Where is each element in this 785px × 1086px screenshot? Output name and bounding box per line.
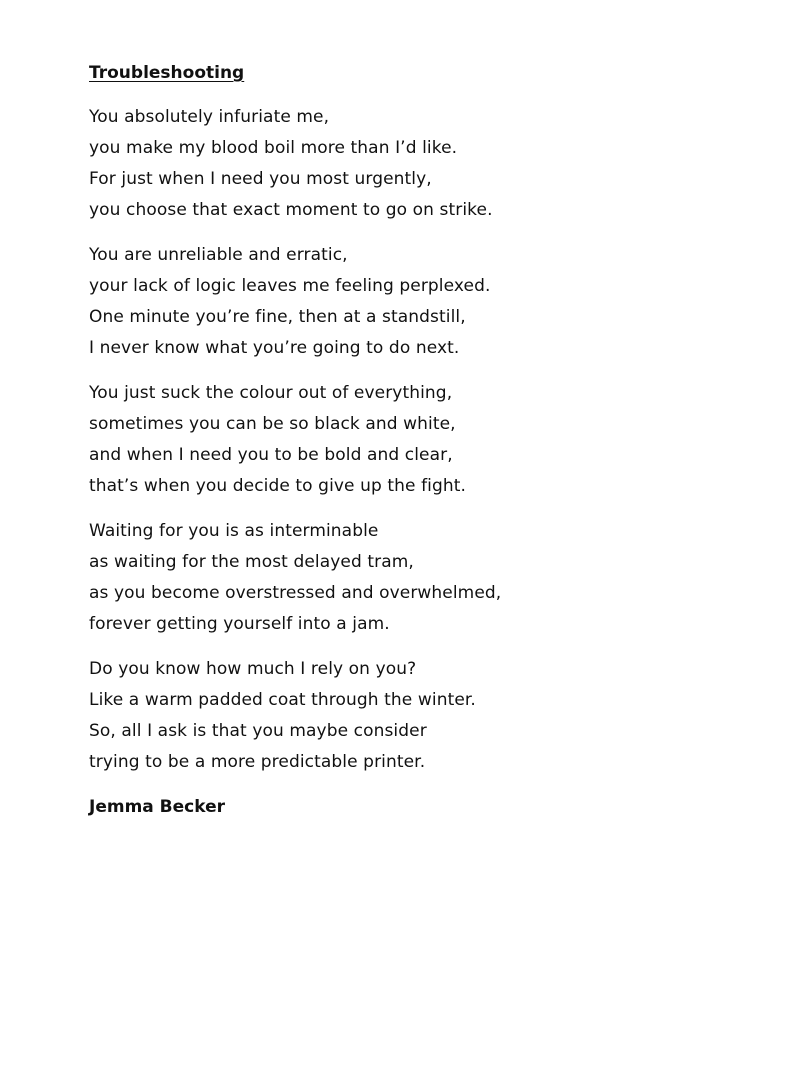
poem-line: Like a warm padded coat through the winter. xyxy=(89,690,476,710)
poem-line: You absolutely infuriate me, xyxy=(89,107,330,127)
poem-line: You just suck the colour out of everything, xyxy=(89,383,453,403)
poem-line: One minute you’re fine, then at a standstill, xyxy=(89,307,466,327)
poem-line: Do you know how much I rely on you? xyxy=(89,659,417,679)
poem-line: Waiting for you is as interminable xyxy=(89,521,379,541)
stanza-4 xyxy=(89,516,749,640)
poem-line: trying to be a more predictable printer. xyxy=(89,752,426,772)
stanza-1 xyxy=(89,102,749,226)
stanza-5 xyxy=(89,654,749,778)
poem-container xyxy=(89,58,749,823)
stanza-2 xyxy=(89,240,749,364)
author-name: Jemma Becker xyxy=(89,797,225,817)
poem-line: your lack of logic leaves me feeling perplexed. xyxy=(89,276,491,296)
poem-line: You are unreliable and erratic, xyxy=(89,245,348,265)
stanza-3 xyxy=(89,378,749,502)
poem-line: So, all I ask is that you maybe consider xyxy=(89,721,427,741)
poem-title: Troubleshooting xyxy=(89,63,245,83)
poem-line: as waiting for the most delayed tram, xyxy=(89,552,414,572)
poem-line: you choose that exact moment to go on strike. xyxy=(89,200,493,220)
poem-line: For just when I need you most urgently, xyxy=(89,169,432,189)
poem-line: as you become overstressed and overwhelmed, xyxy=(89,583,502,603)
poem-line: you make my blood boil more than I’d like. xyxy=(89,138,458,158)
poem-line: and when I need you to be bold and clear, xyxy=(89,445,453,465)
poem-line: forever getting yourself into a jam. xyxy=(89,614,390,634)
poem-line: that’s when you decide to give up the fight. xyxy=(89,476,467,496)
poem-line: sometimes you can be so black and white, xyxy=(89,414,456,434)
poem-line: I never know what you’re going to do next. xyxy=(89,338,460,358)
